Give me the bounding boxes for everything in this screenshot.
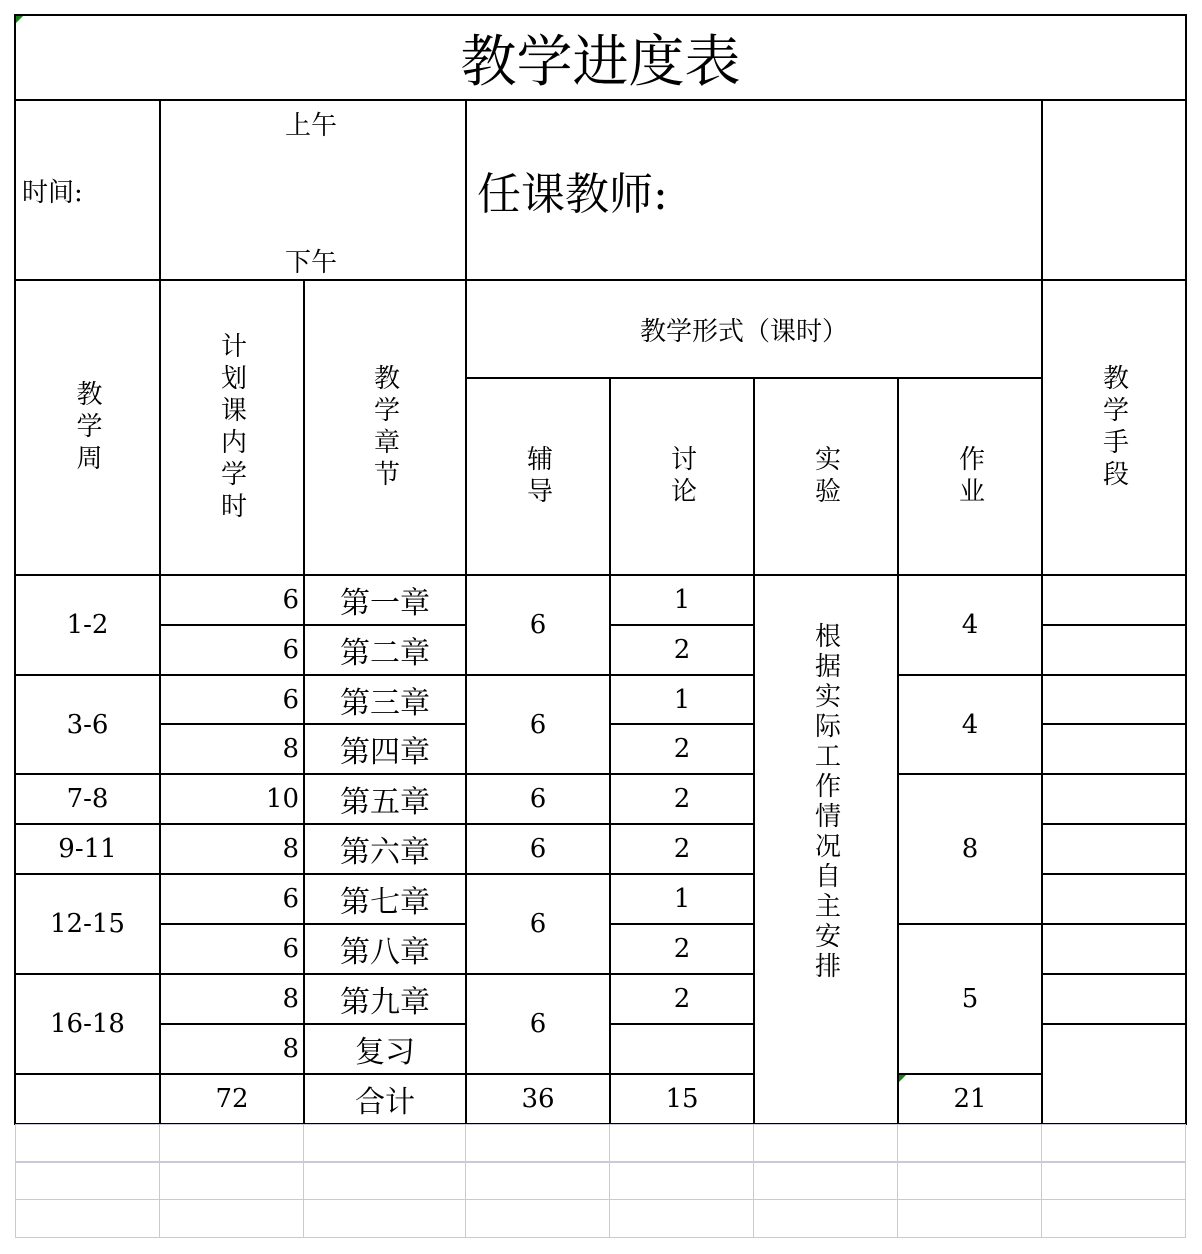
week-cell[interactable] [14,873,161,975]
method-cell[interactable] [1041,574,1187,626]
empty-cell[interactable] [753,1124,898,1163]
teacher-label: 任课教师: [477,169,668,220]
homework-cell[interactable] [897,923,1043,1075]
header-chapter-label: 教学章节 [369,363,400,492]
homework-cell[interactable] [897,674,1043,775]
empty-cell[interactable] [15,1124,160,1163]
week-value: 1-2 [66,610,109,640]
header-tutoring[interactable] [465,377,611,576]
week-cell[interactable] [14,674,161,775]
discussion-cell[interactable] [609,574,755,626]
header-method[interactable] [1041,279,1187,576]
empty-cell[interactable] [159,1161,304,1200]
method-cell[interactable] [1041,873,1187,925]
empty-cell[interactable] [609,1199,754,1238]
week-cell[interactable] [14,973,161,1075]
header-week[interactable] [14,279,161,576]
hours-cell[interactable] [159,773,305,825]
hours-value: 8 [282,1034,299,1064]
chapter-value: 第五章 [340,785,430,820]
week-cell[interactable] [14,823,161,875]
method-cell[interactable] [1041,823,1187,875]
empty-cell[interactable] [1041,1161,1186,1200]
discussion-value: 1 [673,884,691,914]
morning-label: 上午 [284,111,337,141]
tutoring-cell[interactable] [465,873,611,975]
teacher-name-cell[interactable] [1041,99,1187,281]
header-experiment-label: 实验 [810,444,841,509]
discussion-value: 2 [673,984,691,1014]
experiment-note: 根据实际工作情况自主安排 [810,622,841,982]
empty-cell[interactable] [753,1161,898,1200]
hours-value: 8 [282,834,299,864]
method-cell[interactable] [1041,624,1187,676]
chapter-value: 第二章 [340,636,430,671]
chapter-cell[interactable] [303,923,467,975]
discussion-value: 2 [673,834,691,864]
hours-value: 6 [282,934,299,964]
tutoring-value: 6 [529,610,547,640]
hours-cell[interactable] [159,624,305,676]
homework-cell[interactable] [897,574,1043,676]
week-value: 3-6 [66,709,109,740]
header-week-label: 教学周 [72,379,102,476]
hours-cell[interactable] [159,823,305,875]
total-week-cell[interactable] [14,1073,161,1125]
hours-cell[interactable] [159,973,305,1025]
tutoring-cell[interactable] [465,823,611,875]
total-tutoring-value: 36 [521,1084,555,1114]
empty-cell[interactable] [303,1161,466,1200]
method-cell[interactable] [1041,1023,1187,1125]
discussion-value: 2 [673,784,691,814]
chapter-cell[interactable] [303,674,467,725]
empty-cell[interactable] [897,1199,1042,1238]
tutoring-value: 6 [529,784,547,814]
chapter-cell[interactable] [303,973,467,1025]
empty-cell[interactable] [465,1124,610,1163]
hours-value: 6 [282,635,299,665]
discussion-cell[interactable] [609,973,755,1025]
header-planned-hours-label: 计划课内学时 [216,331,247,524]
empty-cell[interactable] [753,1199,898,1238]
homework-value: 5 [961,984,979,1014]
hours-value: 6 [282,684,299,715]
total-label-cell[interactable] [303,1073,467,1125]
chapter-cell[interactable] [303,823,467,875]
header-planned-hours[interactable] [159,279,305,576]
hours-cell[interactable] [159,873,305,925]
empty-cell[interactable] [609,1124,754,1163]
cell-marker-icon [899,1075,906,1082]
chapter-cell[interactable] [303,1023,467,1075]
week-value: 16-18 [50,1009,125,1039]
header-discussion-label: 讨论 [666,444,697,509]
chapter-value: 第八章 [340,935,430,970]
total-tutoring-cell[interactable] [465,1073,611,1125]
header-experiment[interactable] [753,377,899,576]
week-value: 9-11 [58,834,117,864]
hours-value: 6 [282,585,299,615]
discussion-value: 1 [673,684,691,715]
method-cell[interactable] [1041,723,1187,775]
empty-cell[interactable] [897,1161,1042,1200]
chapter-cell[interactable] [303,624,467,676]
discussion-cell[interactable] [609,674,755,725]
header-form-group[interactable] [465,279,1043,379]
discussion-value: 2 [673,934,691,964]
empty-cell[interactable] [15,1161,160,1200]
cell-marker-icon [16,16,23,23]
discussion-value: 2 [673,635,691,665]
tutoring-value: 6 [529,1009,547,1039]
chapter-value: 第三章 [340,685,430,721]
empty-cell[interactable] [609,1161,754,1200]
hours-value: 10 [265,784,299,814]
discussion-cell[interactable] [609,873,755,925]
method-cell[interactable] [1041,973,1187,1025]
chapter-value: 第九章 [340,985,430,1020]
discussion-value: 2 [673,734,691,764]
total-hours-value: 72 [215,1084,249,1114]
header-tutoring-label: 辅导 [522,444,553,509]
hours-cell[interactable] [159,674,305,725]
week-value: 12-15 [50,909,125,939]
chapter-value: 第七章 [340,885,430,920]
empty-cell[interactable] [897,1124,1042,1163]
chapter-cell[interactable] [303,873,467,925]
tutoring-value: 6 [529,834,547,864]
title-cell[interactable] [14,14,1187,101]
method-cell[interactable] [1041,773,1187,825]
header-method-label: 教学手段 [1098,363,1129,492]
afternoon-label: 下午 [284,248,337,278]
header-homework-label: 作业 [954,444,985,509]
week-cell[interactable] [14,574,161,676]
tutoring-cell[interactable] [465,973,611,1075]
teacher-cell[interactable] [465,99,1043,281]
tutoring-cell[interactable] [465,674,611,775]
time-label-cell[interactable] [14,99,161,281]
empty-cell[interactable] [1041,1124,1186,1163]
tutoring-value: 6 [529,709,547,740]
total-discussion-cell[interactable] [609,1073,755,1125]
time-label: 时间: [22,177,83,208]
hours-cell[interactable] [159,923,305,975]
hours-value: 8 [282,984,299,1014]
header-chapter[interactable] [303,279,467,576]
header-form-group-label: 教学形式（课时） [639,316,848,347]
homework-value: 4 [961,610,979,640]
homework-value: 4 [961,709,979,740]
discussion-cell[interactable] [609,1023,755,1075]
discussion-cell[interactable] [609,723,755,775]
experiment-cell[interactable] [753,574,899,1125]
total-homework-value: 21 [953,1084,987,1114]
empty-cell[interactable] [159,1124,304,1163]
chapter-value: 第一章 [340,586,430,621]
method-cell[interactable] [1041,923,1187,975]
tutoring-value: 6 [529,909,547,939]
header-discussion[interactable] [609,377,755,576]
chapter-value: 第六章 [340,835,430,870]
week-cell[interactable] [14,773,161,825]
discussion-cell[interactable] [609,773,755,825]
chapter-value: 复习 [355,1035,415,1070]
discussion-cell[interactable] [609,923,755,975]
homework-cell[interactable] [897,773,1043,925]
total-discussion-value: 15 [665,1084,699,1114]
chapter-value: 第四章 [340,735,430,770]
time-value-cell[interactable] [159,99,467,281]
empty-cell[interactable] [465,1199,610,1238]
hours-cell[interactable] [159,723,305,775]
total-hours-cell[interactable] [159,1073,305,1125]
empty-cell[interactable] [159,1199,304,1238]
discussion-cell[interactable] [609,624,755,676]
page-title: 教学进度表 [460,29,741,95]
homework-value: 8 [961,834,979,864]
chapter-cell[interactable] [303,574,467,626]
tutoring-cell[interactable] [465,773,611,825]
empty-cell[interactable] [465,1161,610,1200]
method-cell[interactable] [1041,674,1187,725]
total-label: 合计 [355,1085,415,1120]
discussion-value: 1 [673,585,691,615]
hours-cell[interactable] [159,1023,305,1075]
empty-cell[interactable] [303,1124,466,1163]
discussion-cell[interactable] [609,823,755,875]
week-value: 7-8 [66,784,109,814]
hours-value: 6 [282,884,299,914]
tutoring-cell[interactable] [465,574,611,676]
hours-cell[interactable] [159,574,305,626]
chapter-cell[interactable] [303,773,467,825]
total-homework-cell[interactable] [897,1073,1043,1125]
chapter-cell[interactable] [303,723,467,775]
empty-cell[interactable] [303,1199,466,1238]
header-homework[interactable] [897,377,1043,576]
empty-cell[interactable] [15,1199,160,1238]
empty-cell[interactable] [1041,1199,1186,1238]
hours-value: 8 [282,734,299,764]
